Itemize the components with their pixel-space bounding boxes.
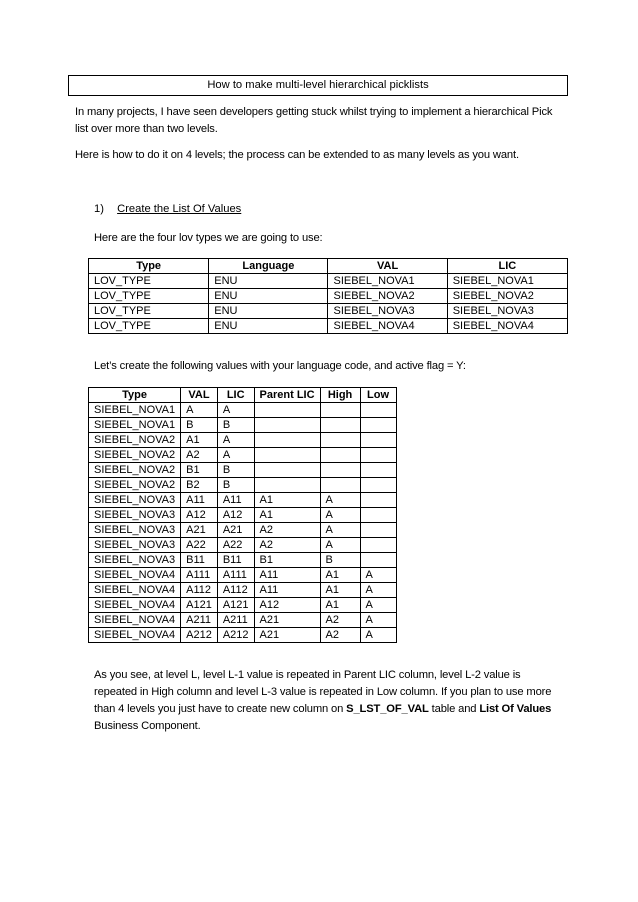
table-cell	[360, 448, 396, 463]
table-row	[89, 319, 568, 334]
table-cell: B11	[217, 553, 254, 568]
table-cell: SIEBEL_NOVA3	[89, 493, 181, 508]
lov-values-table	[88, 387, 397, 643]
table-cell: A	[320, 493, 360, 508]
table-cell: SIEBEL_NOVA3	[447, 304, 567, 319]
table-row	[89, 289, 568, 304]
table-cell: A212	[217, 628, 254, 643]
table-row	[89, 448, 397, 463]
column-header: VAL	[181, 388, 218, 403]
table-cell: A2	[320, 628, 360, 643]
table-cell: SIEBEL_NOVA3	[89, 538, 181, 553]
table-cell: A11	[254, 568, 320, 583]
table-cell: B	[217, 418, 254, 433]
table-cell: SIEBEL_NOVA2	[328, 289, 447, 304]
table-cell	[360, 493, 396, 508]
table-cell	[254, 478, 320, 493]
document-title: How to make multi-level hierarchical picklists	[68, 75, 568, 96]
table-cell	[320, 403, 360, 418]
table-cell: A	[360, 598, 396, 613]
values-intro: Let’s create the following values with your language code, and active flag = Y:	[94, 360, 466, 372]
table-cell: A1	[181, 433, 218, 448]
table-cell	[360, 538, 396, 553]
table-name: S_LST_OF_VAL	[346, 703, 429, 715]
table-cell: A21	[254, 628, 320, 643]
table-cell	[320, 448, 360, 463]
table-cell: B2	[181, 478, 218, 493]
table-cell	[254, 463, 320, 478]
table-cell	[254, 433, 320, 448]
table-cell	[360, 523, 396, 538]
table-row	[89, 538, 397, 553]
table-cell: A1	[320, 583, 360, 598]
table-cell: SIEBEL_NOVA4	[89, 598, 181, 613]
table-row	[89, 628, 397, 643]
table-cell: SIEBEL_NOVA3	[89, 553, 181, 568]
table-cell: LOV_TYPE	[89, 289, 209, 304]
table-row	[89, 478, 397, 493]
table-cell: A12	[254, 598, 320, 613]
table-cell: A	[217, 403, 254, 418]
table-cell: A11	[217, 493, 254, 508]
section-number: 1)	[94, 203, 104, 215]
table-cell: SIEBEL_NOVA4	[89, 583, 181, 598]
conclusion-text: table and	[428, 703, 480, 715]
table-cell: SIEBEL_NOVA2	[89, 433, 181, 448]
table-cell: A211	[181, 613, 218, 628]
table-row	[89, 523, 397, 538]
table-cell: B11	[181, 553, 218, 568]
table-cell: B	[181, 418, 218, 433]
table-cell: SIEBEL_NOVA3	[328, 304, 447, 319]
table-cell: A	[360, 568, 396, 583]
business-component-name: List Of Values	[479, 703, 552, 715]
column-header: Language	[209, 259, 328, 274]
column-header: Type	[89, 259, 209, 274]
table-cell	[320, 433, 360, 448]
table-row	[89, 463, 397, 478]
intro-paragraph: In many projects, I have seen developers getting stuck whilst trying to implement a hierarchical Pick list over more than two levels.	[75, 106, 553, 135]
table-cell: A211	[217, 613, 254, 628]
table-cell	[320, 418, 360, 433]
table-cell	[360, 508, 396, 523]
intro-paragraph-2: Here is how to do it on 4 levels; the process can be extended to as many levels as you want.	[75, 149, 519, 161]
column-header: Parent LIC	[254, 388, 320, 403]
table-cell: SIEBEL_NOVA1	[89, 403, 181, 418]
table-cell: SIEBEL_NOVA1	[89, 418, 181, 433]
table-cell: LOV_TYPE	[89, 274, 209, 289]
column-header: High	[320, 388, 360, 403]
table-cell: SIEBEL_NOVA4	[447, 319, 567, 334]
table-cell: A121	[217, 598, 254, 613]
table-cell	[254, 448, 320, 463]
table-row	[89, 568, 397, 583]
table-cell: A	[217, 448, 254, 463]
column-header: LIC	[217, 388, 254, 403]
table-cell: A111	[181, 568, 218, 583]
table-cell: A	[360, 628, 396, 643]
table-cell: A21	[217, 523, 254, 538]
table-cell: SIEBEL_NOVA3	[89, 508, 181, 523]
table-cell: ENU	[209, 319, 328, 334]
table-cell: SIEBEL_NOVA4	[89, 613, 181, 628]
table-cell: A12	[217, 508, 254, 523]
conclusion-text: Business Component.	[94, 720, 201, 732]
table-cell	[254, 403, 320, 418]
table-row	[89, 274, 568, 289]
table-cell: A1	[320, 568, 360, 583]
table-cell	[360, 553, 396, 568]
table-cell: SIEBEL_NOVA1	[328, 274, 447, 289]
column-header: LIC	[447, 259, 567, 274]
table-cell: SIEBEL_NOVA2	[89, 448, 181, 463]
table-cell: A	[320, 523, 360, 538]
table-cell: SIEBEL_NOVA2	[447, 289, 567, 304]
table-cell: ENU	[209, 274, 328, 289]
table-cell: A11	[181, 493, 218, 508]
table-cell: A1	[254, 508, 320, 523]
table-row	[89, 433, 397, 448]
table-cell: A1	[320, 598, 360, 613]
table-cell: A	[360, 613, 396, 628]
table-cell: A2	[254, 538, 320, 553]
table-cell: A	[217, 433, 254, 448]
table-cell	[320, 478, 360, 493]
table-cell: A22	[217, 538, 254, 553]
column-header: VAL	[328, 259, 447, 274]
table-cell	[360, 463, 396, 478]
table-cell	[360, 433, 396, 448]
table-cell: ENU	[209, 289, 328, 304]
column-header: Low	[360, 388, 396, 403]
table-cell: A12	[181, 508, 218, 523]
table-cell: A	[360, 583, 396, 598]
table-cell: A	[320, 508, 360, 523]
table-cell: SIEBEL_NOVA4	[328, 319, 447, 334]
table-row	[89, 613, 397, 628]
table-row	[89, 403, 397, 418]
lov-intro: Here are the four lov types we are going to use:	[94, 232, 323, 244]
table-cell: A111	[217, 568, 254, 583]
table-cell: SIEBEL_NOVA2	[89, 478, 181, 493]
section-heading	[94, 203, 241, 215]
table-cell: B1	[254, 553, 320, 568]
table-cell: A21	[181, 523, 218, 538]
conclusion-text: As you see, at level L, level L-1 value is repeated in Parent LIC column, level L-2 value is repeated in High column and level L-3 value is repeated in Low column. If you plan to use more than 4 levels you just have to create new column on	[94, 669, 552, 715]
table-cell: A121	[181, 598, 218, 613]
table-cell: A2	[320, 613, 360, 628]
table-cell: A1	[254, 493, 320, 508]
table-row	[89, 583, 397, 598]
table-cell: ENU	[209, 304, 328, 319]
table-cell: A	[320, 538, 360, 553]
table-header-row	[89, 259, 568, 274]
lov-types-table	[88, 258, 568, 334]
table-cell	[360, 478, 396, 493]
table-cell: SIEBEL_NOVA2	[89, 463, 181, 478]
table-cell: A212	[181, 628, 218, 643]
table-cell: A112	[181, 583, 218, 598]
table-cell	[320, 463, 360, 478]
table-row	[89, 418, 397, 433]
table-cell: A11	[254, 583, 320, 598]
table-row	[89, 493, 397, 508]
table-cell: SIEBEL_NOVA1	[447, 274, 567, 289]
table-row	[89, 304, 568, 319]
table-cell	[254, 418, 320, 433]
section-title: Create the List Of Values	[117, 203, 242, 215]
table-header-row	[89, 388, 397, 403]
table-cell: B	[217, 478, 254, 493]
table-cell: A21	[254, 613, 320, 628]
table-cell	[360, 403, 396, 418]
table-cell: A22	[181, 538, 218, 553]
table-cell: SIEBEL_NOVA4	[89, 568, 181, 583]
table-cell: LOV_TYPE	[89, 319, 209, 334]
conclusion-paragraph	[94, 667, 564, 735]
table-cell: SIEBEL_NOVA4	[89, 628, 181, 643]
table-row	[89, 508, 397, 523]
table-row	[89, 553, 397, 568]
table-cell: LOV_TYPE	[89, 304, 209, 319]
table-cell: B1	[181, 463, 218, 478]
table-cell: B	[217, 463, 254, 478]
table-cell: A2	[181, 448, 218, 463]
table-cell: SIEBEL_NOVA3	[89, 523, 181, 538]
column-header: Type	[89, 388, 181, 403]
table-cell: A112	[217, 583, 254, 598]
table-cell: B	[320, 553, 360, 568]
table-cell	[360, 418, 396, 433]
table-cell: A2	[254, 523, 320, 538]
table-row	[89, 598, 397, 613]
table-cell: A	[181, 403, 218, 418]
